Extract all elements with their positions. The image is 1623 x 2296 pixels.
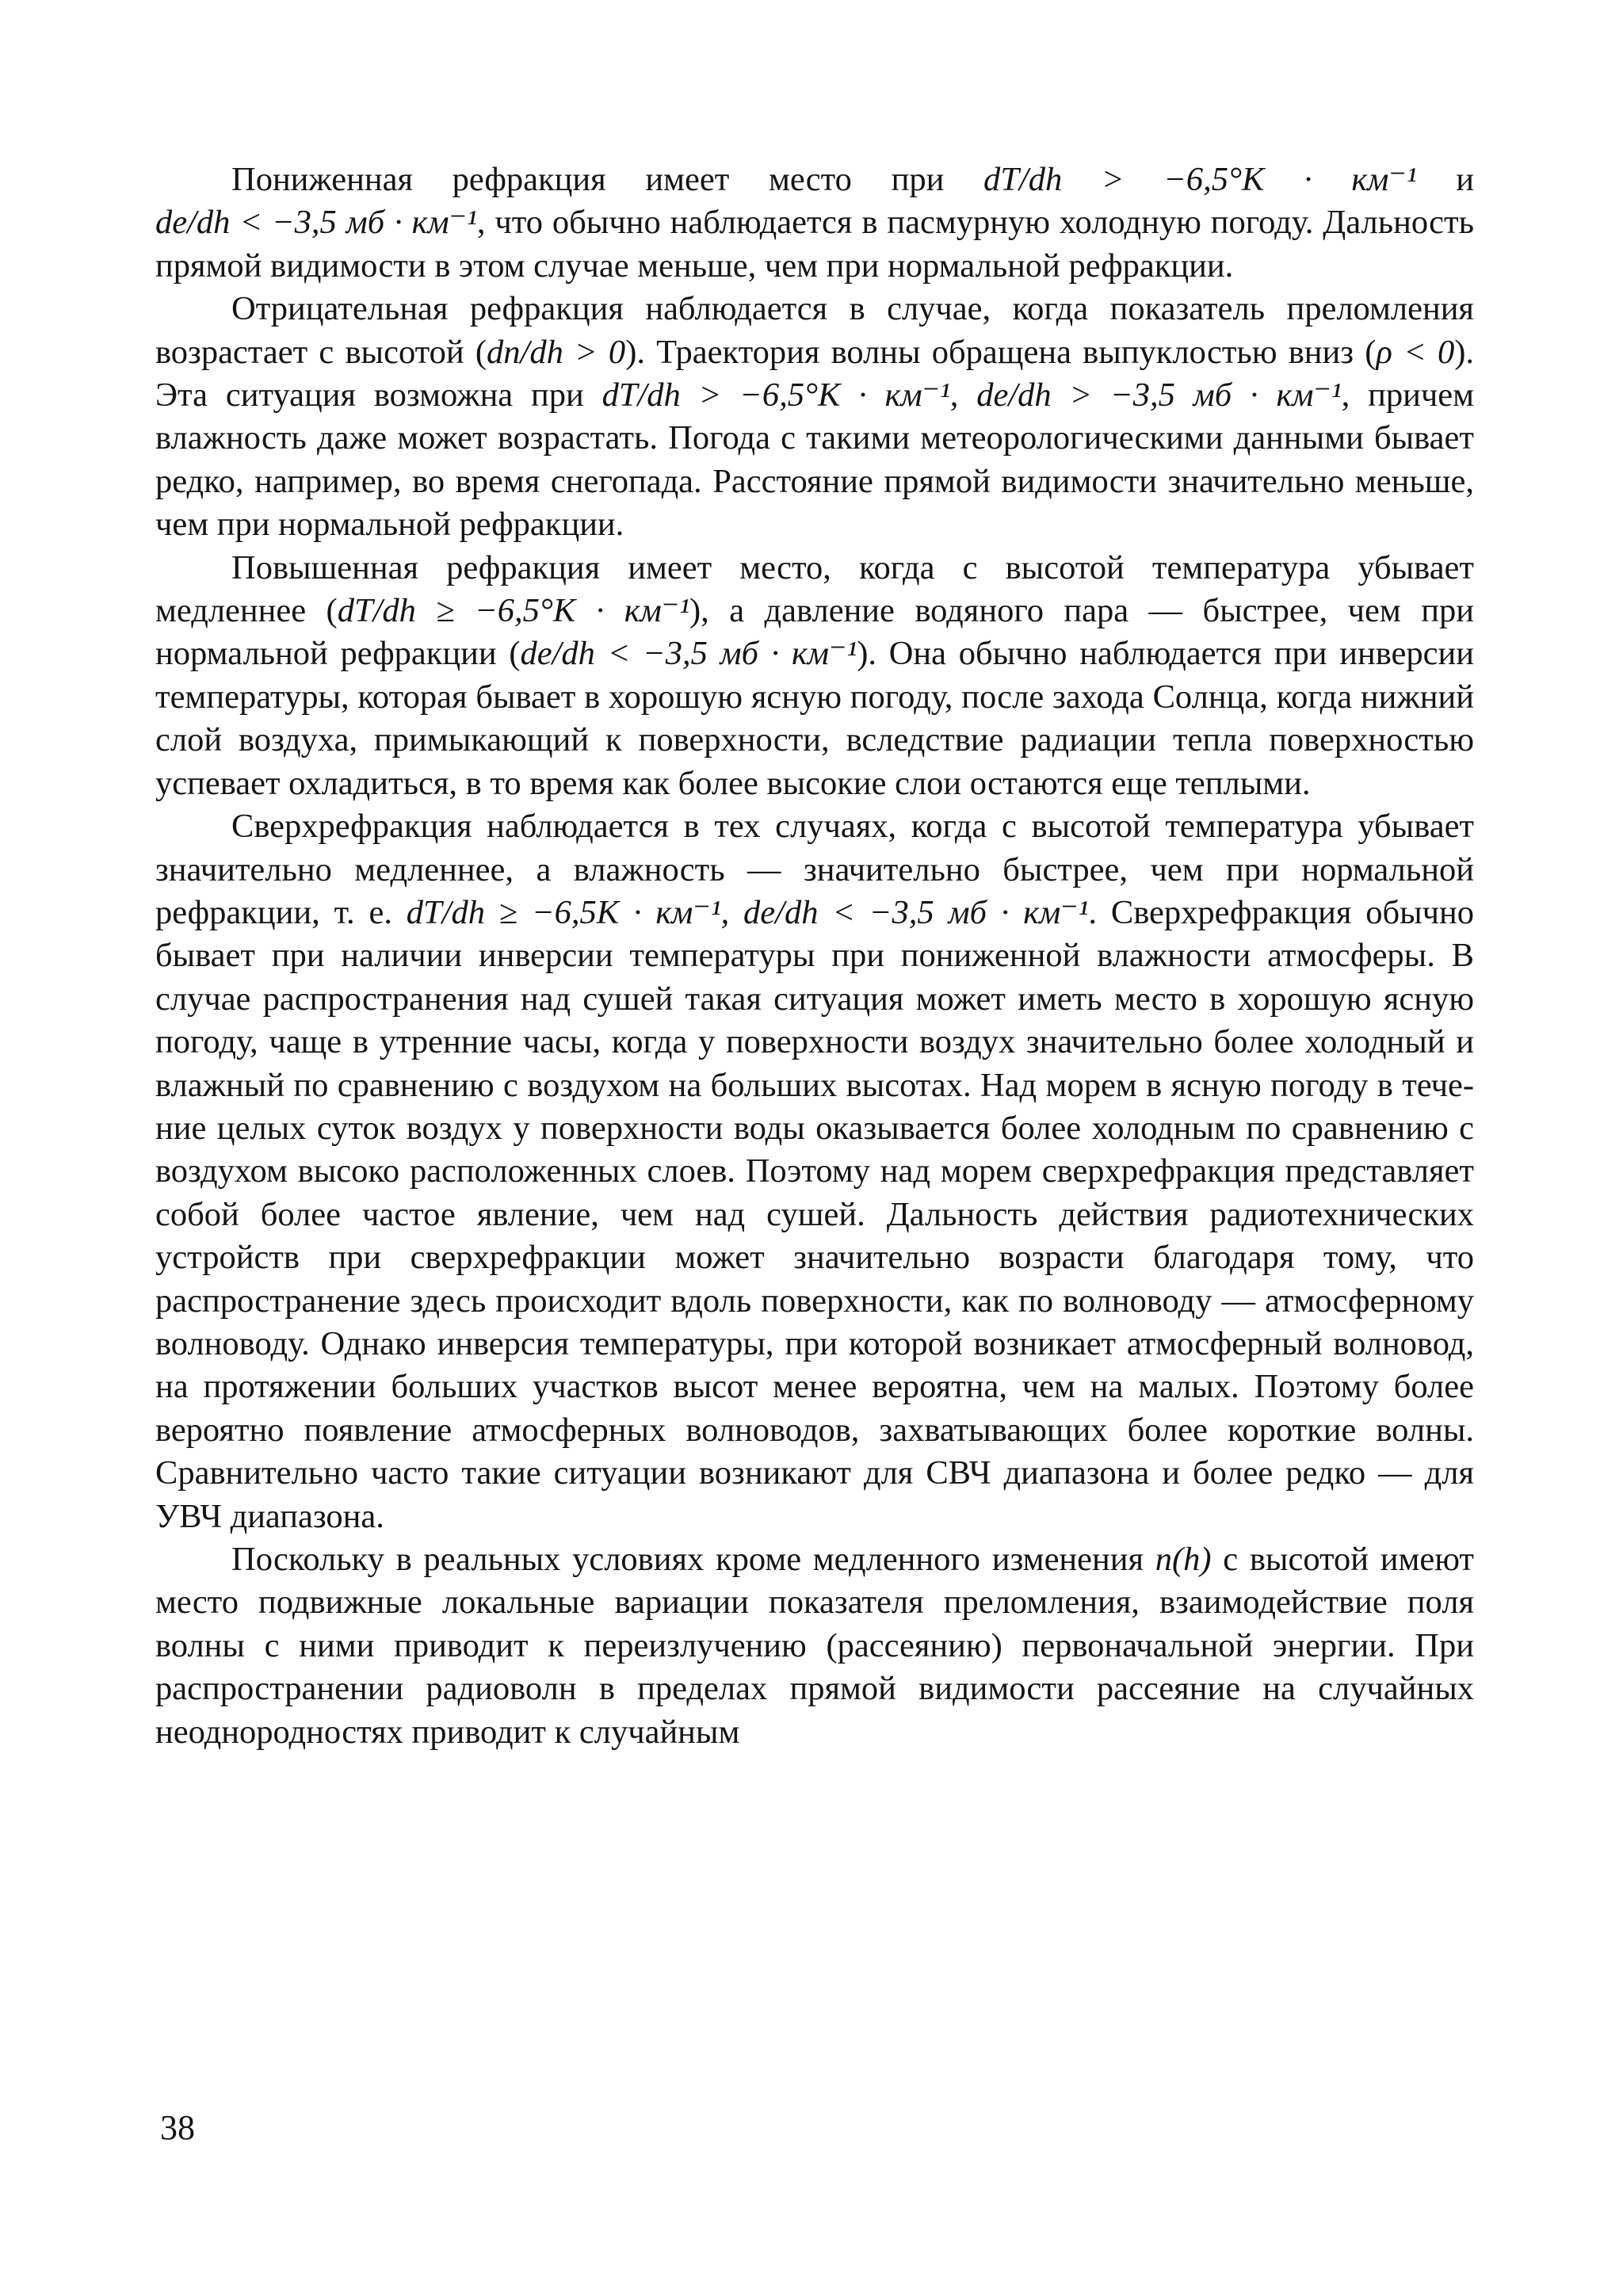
formula: n(h) <box>1155 1541 1212 1578</box>
text: и <box>1416 161 1474 198</box>
text: ). Эта ситуация возможна при <box>155 333 1474 415</box>
page-number: 38 <box>160 2108 195 2147</box>
text: , <box>949 376 977 415</box>
formula: de/dh > −3,5 мб · км⁻¹ <box>976 376 1342 415</box>
paragraph-reduced-refraction <box>155 159 1474 288</box>
text: Сверхрефракция наблюдается в тех случаях, когда с высотой температура убывает значительно медленнее, а влажность — значительно быстрее, чем при нормальной рефракции, т. е. <box>155 808 1474 931</box>
text: . Сверхрефракция обычно бывает при наличии инверсии температуры при пониженной влажности атмосферы. В случае распространения над сушей такая ситуация может иметь место в хорошую ясную погоду, чаще в утренние часы, когда у поверхности воздух значительно более холодный и влажный по сравнению с воздухом на больших высотах. Над морем в ясную погоду в течение целых суток воздух у поверхности воды оказывается более холодным по сравнению с воздухом высоко расположенных слоев. Поэтому над морем сверхрефракция представляет собой более частое явление, чем над сушей. Дальность действия радиотехнических устройств при сверхрефракции может значительно возрасти благодаря тому, что распространение здесь происходит вдоль поверхности, как по волноводу — атмосферному волноводу. Однако инверсия температуры, при которой возникает атмосферный волновод, на протяжении больших участков высот менее вероятна, чем на малых. Поэтому более вероятно появление атмосферных волноводов, захватывающих более короткие волны. Сравнительно часто такие ситуации возникают для СВЧ диапазона и более редко — для УВЧ диапазона. <box>155 893 1475 1535</box>
formula: de/dh < −3,5 мб · км⁻¹ <box>520 635 857 673</box>
text: с высотой имеют место подвижные локальные вариации показателя преломления, взаимодействие поля волны с ними приводит к переизлучению (рассеянию) первоначальной энергии. При распространении радиоволн в пределах прямой видимости рассеяние на случайных неоднородностях приводит к случайным <box>155 1541 1475 1751</box>
text: Поскольку в реальных условиях кроме медленного изменения <box>231 1541 1155 1578</box>
text: Пониженная рефракция имеет место при <box>231 161 983 198</box>
text: ). Она обычно наблюдается при инверсии температуры, которая бывает в хорошую ясную погоду, после захода Солнца, когда нижний слой воздуха, примыкающий к поверхности, вследствие радиации тепла поверхностью успевает охладиться, в то время как более высокие слои остаются еще теплыми. <box>155 635 1474 802</box>
text: , причем влажность даже может возрастать. Погода с такими метеорологическими данными бывает редко, например, во время снегопада. Расстояние прямой видимости значительно меньше, чем при нормальной рефракции. <box>155 376 1474 544</box>
paragraph-increased-refraction <box>155 547 1474 805</box>
text: ), а давление водяного пара — быстрее, чем при нормальной рефракции ( <box>155 592 1474 673</box>
paragraph-scattering <box>155 1538 1474 1754</box>
paragraph-super-refraction <box>155 805 1474 1538</box>
text: , что обычно наблюдается в пасмурную холодную погоду. Дальность прямой видимости в этом случае меньше, чем при нормальной рефракции. <box>155 204 1474 285</box>
formula: dT/dh ≥ −6,5K · км⁻¹, de/dh < −3,5 мб · км⁻¹ <box>406 893 1089 931</box>
text: Повышенная рефракция имеет место, когда с высотой температура убывает медленнее ( <box>155 548 1474 630</box>
formula: dn/dh > 0 <box>487 333 626 371</box>
formula: dT/dh > −6,5°K · км⁻¹ <box>983 161 1417 198</box>
formula: de/dh < −3,5 мб · км⁻¹ <box>155 204 477 242</box>
formula: ρ < 0 <box>1376 333 1455 371</box>
formula: dT/dh > −6,5°K · км⁻¹ <box>601 376 950 415</box>
text: Отрицательная рефракция наблюдается в случае, когда показатель преломления возрастает с высотой ( <box>155 290 1474 371</box>
paragraph-negative-refraction <box>155 288 1474 546</box>
text: ). Траектория волны обращена выпуклостью вниз ( <box>625 333 1377 371</box>
page-body <box>155 159 1474 1754</box>
formula: dT/dh ≥ −6,5°K · км⁻¹ <box>337 592 689 630</box>
